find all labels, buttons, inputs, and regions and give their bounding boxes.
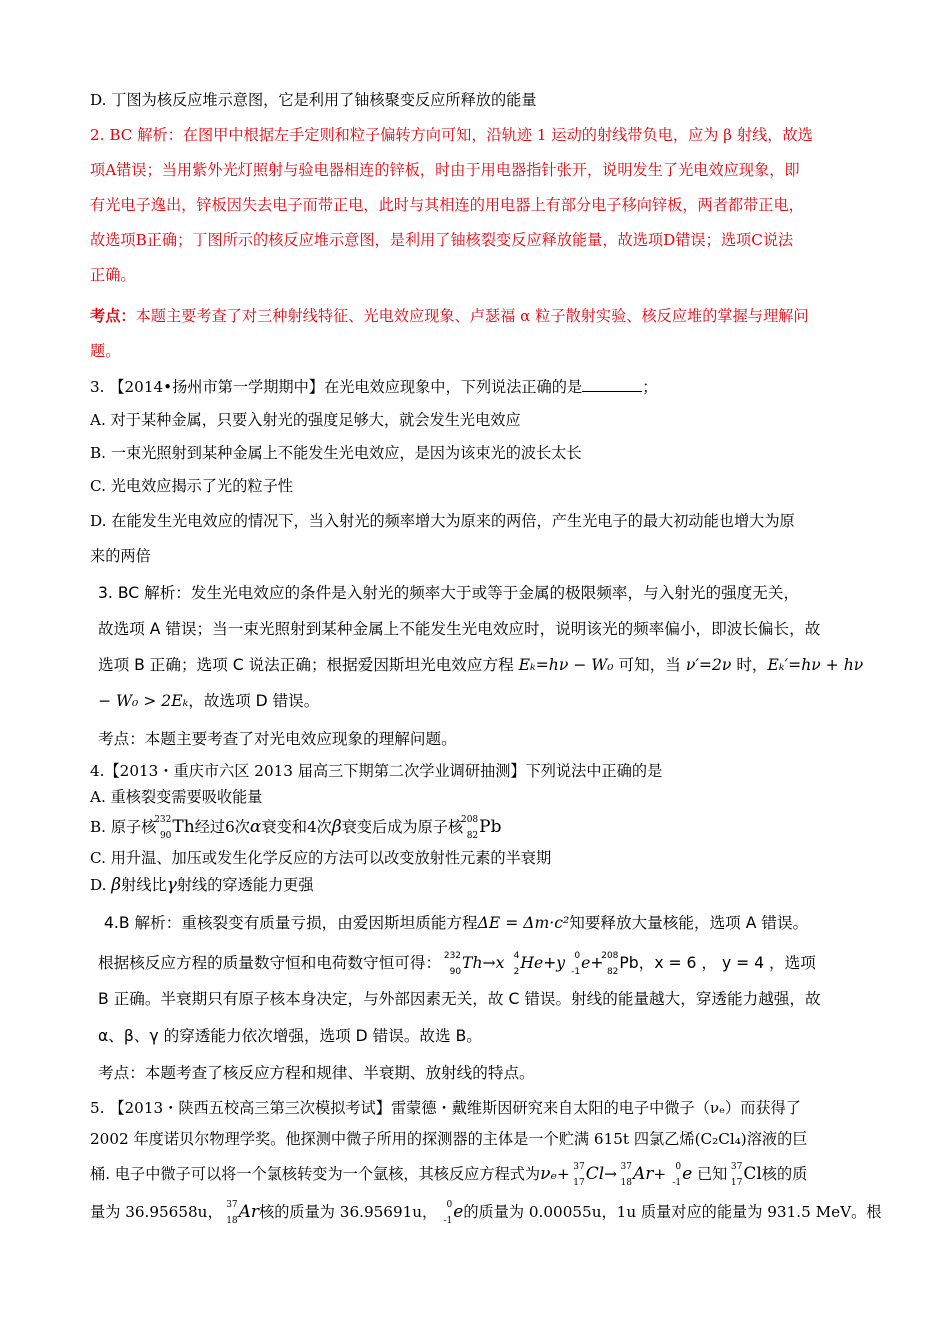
arrow-symbol: → bbox=[604, 1165, 617, 1183]
chlorine-symbol: Cl bbox=[585, 1164, 605, 1184]
q3-key-point: 考点：本题主要考查了对光电效应现象的理解问题。 bbox=[98, 730, 457, 748]
formula: ΔE = Δm·c² bbox=[477, 914, 570, 932]
argon-symbol: Ar bbox=[632, 1164, 654, 1184]
q3-answer-line-2: 故选项 A 错误；当一束光照射到某种金属上不能发生光电效应时，说明该光的频率偏小，即波长偏长，故 bbox=[98, 620, 821, 638]
q3-option-b: B. 一束光照射到某种金属上不能发生光电效应，是因为该束光的波长太长 bbox=[90, 444, 582, 462]
q2-answer-line-2: 项A错误；当用紫外光灯照射与验电器相连的锌板，时由于用电器指针张开，说明发生了光电效应现象，即 bbox=[90, 161, 800, 179]
formula: ν′=2ν bbox=[685, 656, 732, 674]
beta-symbol: β bbox=[331, 817, 342, 837]
q5-line-2: 2002 年度诺贝尔物理学奖。他探测中微子所用的探测器的主体是一个贮满 615t 四氯乙烯(C₂Cl₄)溶液的巨 bbox=[90, 1130, 808, 1148]
electron-neutrino-symbol: νₑ bbox=[540, 1164, 558, 1184]
q4-option-b: B. 原子核 232 90 Th经过6次α衰变和4次β衰变后成为原子核 208 82 Pb bbox=[90, 815, 502, 841]
q2-answer-line-5: 正确。 bbox=[90, 266, 136, 284]
formula: Eₖ=hν − W₀ bbox=[518, 656, 614, 674]
nuclide-th-scripts: 232 90 bbox=[443, 950, 462, 977]
q3-option-d-line-1: D. 在能发生光电效应的情况下，当入射光的频率增大为原来的两倍，产生光电子的最大初动能也增大为原 bbox=[90, 512, 795, 530]
q2-answer-line-1: 2. BC 解析：在图甲中根据左手定则和粒子偏转方向可知，沿轨迹 1 运动的射线带负电，应为 β 射线，故选 bbox=[90, 126, 813, 144]
arrow-symbol: → bbox=[482, 954, 496, 972]
argon-symbol: Ar bbox=[238, 1202, 260, 1222]
electron-symbol: e bbox=[581, 954, 591, 972]
alpha-symbol: α bbox=[249, 817, 262, 837]
nuclide-pb-scripts: 208 82 bbox=[460, 815, 479, 841]
thorium-symbol: Th bbox=[462, 954, 483, 972]
q5-line-1: 5. 【2013・陕西五校高三第三次模拟考试】雷蒙德・戴维斯因研究来自太阳的电子中微子（νₑ）而获得了 bbox=[90, 1099, 801, 1117]
q4-option-c: C. 用升温、加压或发生化学反应的方法可以改变放射性元素的半衰期 bbox=[90, 849, 552, 867]
q2-key-point-line-2: 题。 bbox=[90, 342, 121, 360]
thorium-symbol: Th bbox=[172, 817, 195, 837]
q4-option-a: A. 重核裂变需要吸收能量 bbox=[90, 788, 263, 806]
q2-key-point-line-1: 考点：本题主要考查了对三种射线特征、光电效应现象、卢瑟福 α 粒子散射实验、核反应堆的掌握与理解问 bbox=[90, 307, 809, 325]
q3-answer-line-3: 选项 B 正确；选项 C 说法正确；根据爱因斯坦光电效应方程 Eₖ=hν − W₀ 可知，当 ν′=2ν 时，Eₖ′=hν + hν bbox=[98, 656, 864, 674]
q4-answer-line-4: α、β、γ 的穿透能力依次增强，选项 D 错误。故选 B。 bbox=[98, 1027, 482, 1045]
q3-answer-line-4: − W₀ > 2Eₖ，故选项 D 错误。 bbox=[98, 692, 320, 710]
q4-answer-line-1: 4.B 解析：重核裂变有质量亏损，由爱因斯坦质能方程ΔE = Δm·c²知要释放大量核能，选项 A 错误。 bbox=[104, 914, 809, 932]
q4-answer-line-3: B 正确。半衰期只有原子核本身决定，与外部因素无关，故 C 错误。射线的能量越大，穿透能力越强，故 bbox=[98, 990, 821, 1008]
q5-line-3: 桶. 电子中微子可以将一个氯核转变为一个氩核，其核反应方程式为νₑ+ 37 17 Cl→ 37 18 Ar+ 0 -1 e 已知 37 17 Cl核的质 bbox=[90, 1162, 808, 1188]
gamma-symbol: γ bbox=[166, 875, 177, 895]
q2-answer-line-3: 有光电子逸出，锌板因失去电子而带正电，此时与其相连的用电器上有部分电子移向锌板，两者都带正电， bbox=[90, 196, 804, 214]
nuclide-th-scripts: 232 90 bbox=[154, 815, 172, 841]
answer-blank bbox=[582, 377, 642, 392]
nuclide-he-scripts: 4 2 bbox=[513, 950, 520, 977]
nuclide-e-scripts: 0 -1 bbox=[571, 950, 581, 977]
formula: Eₖ′=hν + hν bbox=[767, 656, 864, 674]
key-point-label: 考点： bbox=[90, 307, 136, 325]
q4-key-point: 考点：本题考查了核反应方程和规律、半衰期、放射线的特点。 bbox=[98, 1064, 535, 1082]
q3-answer-line-1: 3. BC 解析：发生光电效应的条件是入射光的频率大于或等于金属的极限频率，与入射光的强度无关， bbox=[98, 584, 800, 602]
chlorine-symbol: Cl bbox=[743, 1164, 762, 1184]
electron-symbol: e bbox=[453, 1202, 464, 1222]
nuclide-e-scripts: 0 -1 bbox=[672, 1162, 682, 1188]
lead-symbol: Pb bbox=[619, 954, 639, 972]
q3-option-c: C. 光电效应揭示了光的粒子性 bbox=[90, 477, 293, 495]
nuclide-cl-scripts: 37 17 bbox=[573, 1162, 585, 1188]
nuclide-ar-scripts: 37 18 bbox=[226, 1200, 238, 1226]
nuclide-pb-scripts: 208 82 bbox=[601, 950, 619, 977]
beta-symbol: β bbox=[111, 875, 122, 895]
q3-option-d-line-2: 来的两倍 bbox=[90, 547, 151, 565]
q3-stem: 3. 【2014•扬州市第一学期期中】在光电效应现象中，下列说法正确的是 ； bbox=[90, 378, 658, 396]
nuclide-cl-scripts: 37 17 bbox=[730, 1162, 743, 1188]
lead-symbol: Pb bbox=[479, 817, 502, 837]
q3-option-a: A. 对于某种金属，只要入射光的强度足够大，就会发生光电效应 bbox=[90, 411, 521, 429]
helium-symbol: He bbox=[520, 954, 544, 972]
formula: − W₀ > 2Eₖ bbox=[98, 692, 189, 710]
q2-answer-line-4: 故选项B正确；丁图所示的核反应堆示意图，是利用了铀核裂变反应释放能量，故选项D错误；选项C说法 bbox=[90, 231, 794, 249]
q1-option-d: D. 丁图为核反应堆示意图，它是利用了铀核聚变反应所释放的能量 bbox=[90, 91, 537, 109]
q5-line-4: 量为 36.95658u， 37 18 Ar核的质量为 36.95691u， 0 -1 e的质量为 0.00055u，1u 质量对应的能量为 931.5 MeV。根 bbox=[90, 1200, 882, 1226]
q4-answer-line-2: 根据核反应方程的质量数守恒和电荷数守恒可得： 232 90 Th→x 4 2 He+y 0 -1 e+ 208 82 Pb，x = 6 ， y = 4 ，选项 bbox=[98, 950, 816, 977]
q4-stem: 4.【2013・重庆市六区 2013 届高三下期第二次学业调研抽测】下列说法中正确的是 bbox=[90, 762, 663, 780]
nuclide-ar-scripts: 37 18 bbox=[620, 1162, 632, 1188]
q4-option-d: D. β射线比γ射线的穿透能力更强 bbox=[90, 875, 314, 895]
electron-symbol: e bbox=[682, 1164, 693, 1184]
nuclide-e-scripts: 0 -1 bbox=[443, 1200, 453, 1226]
